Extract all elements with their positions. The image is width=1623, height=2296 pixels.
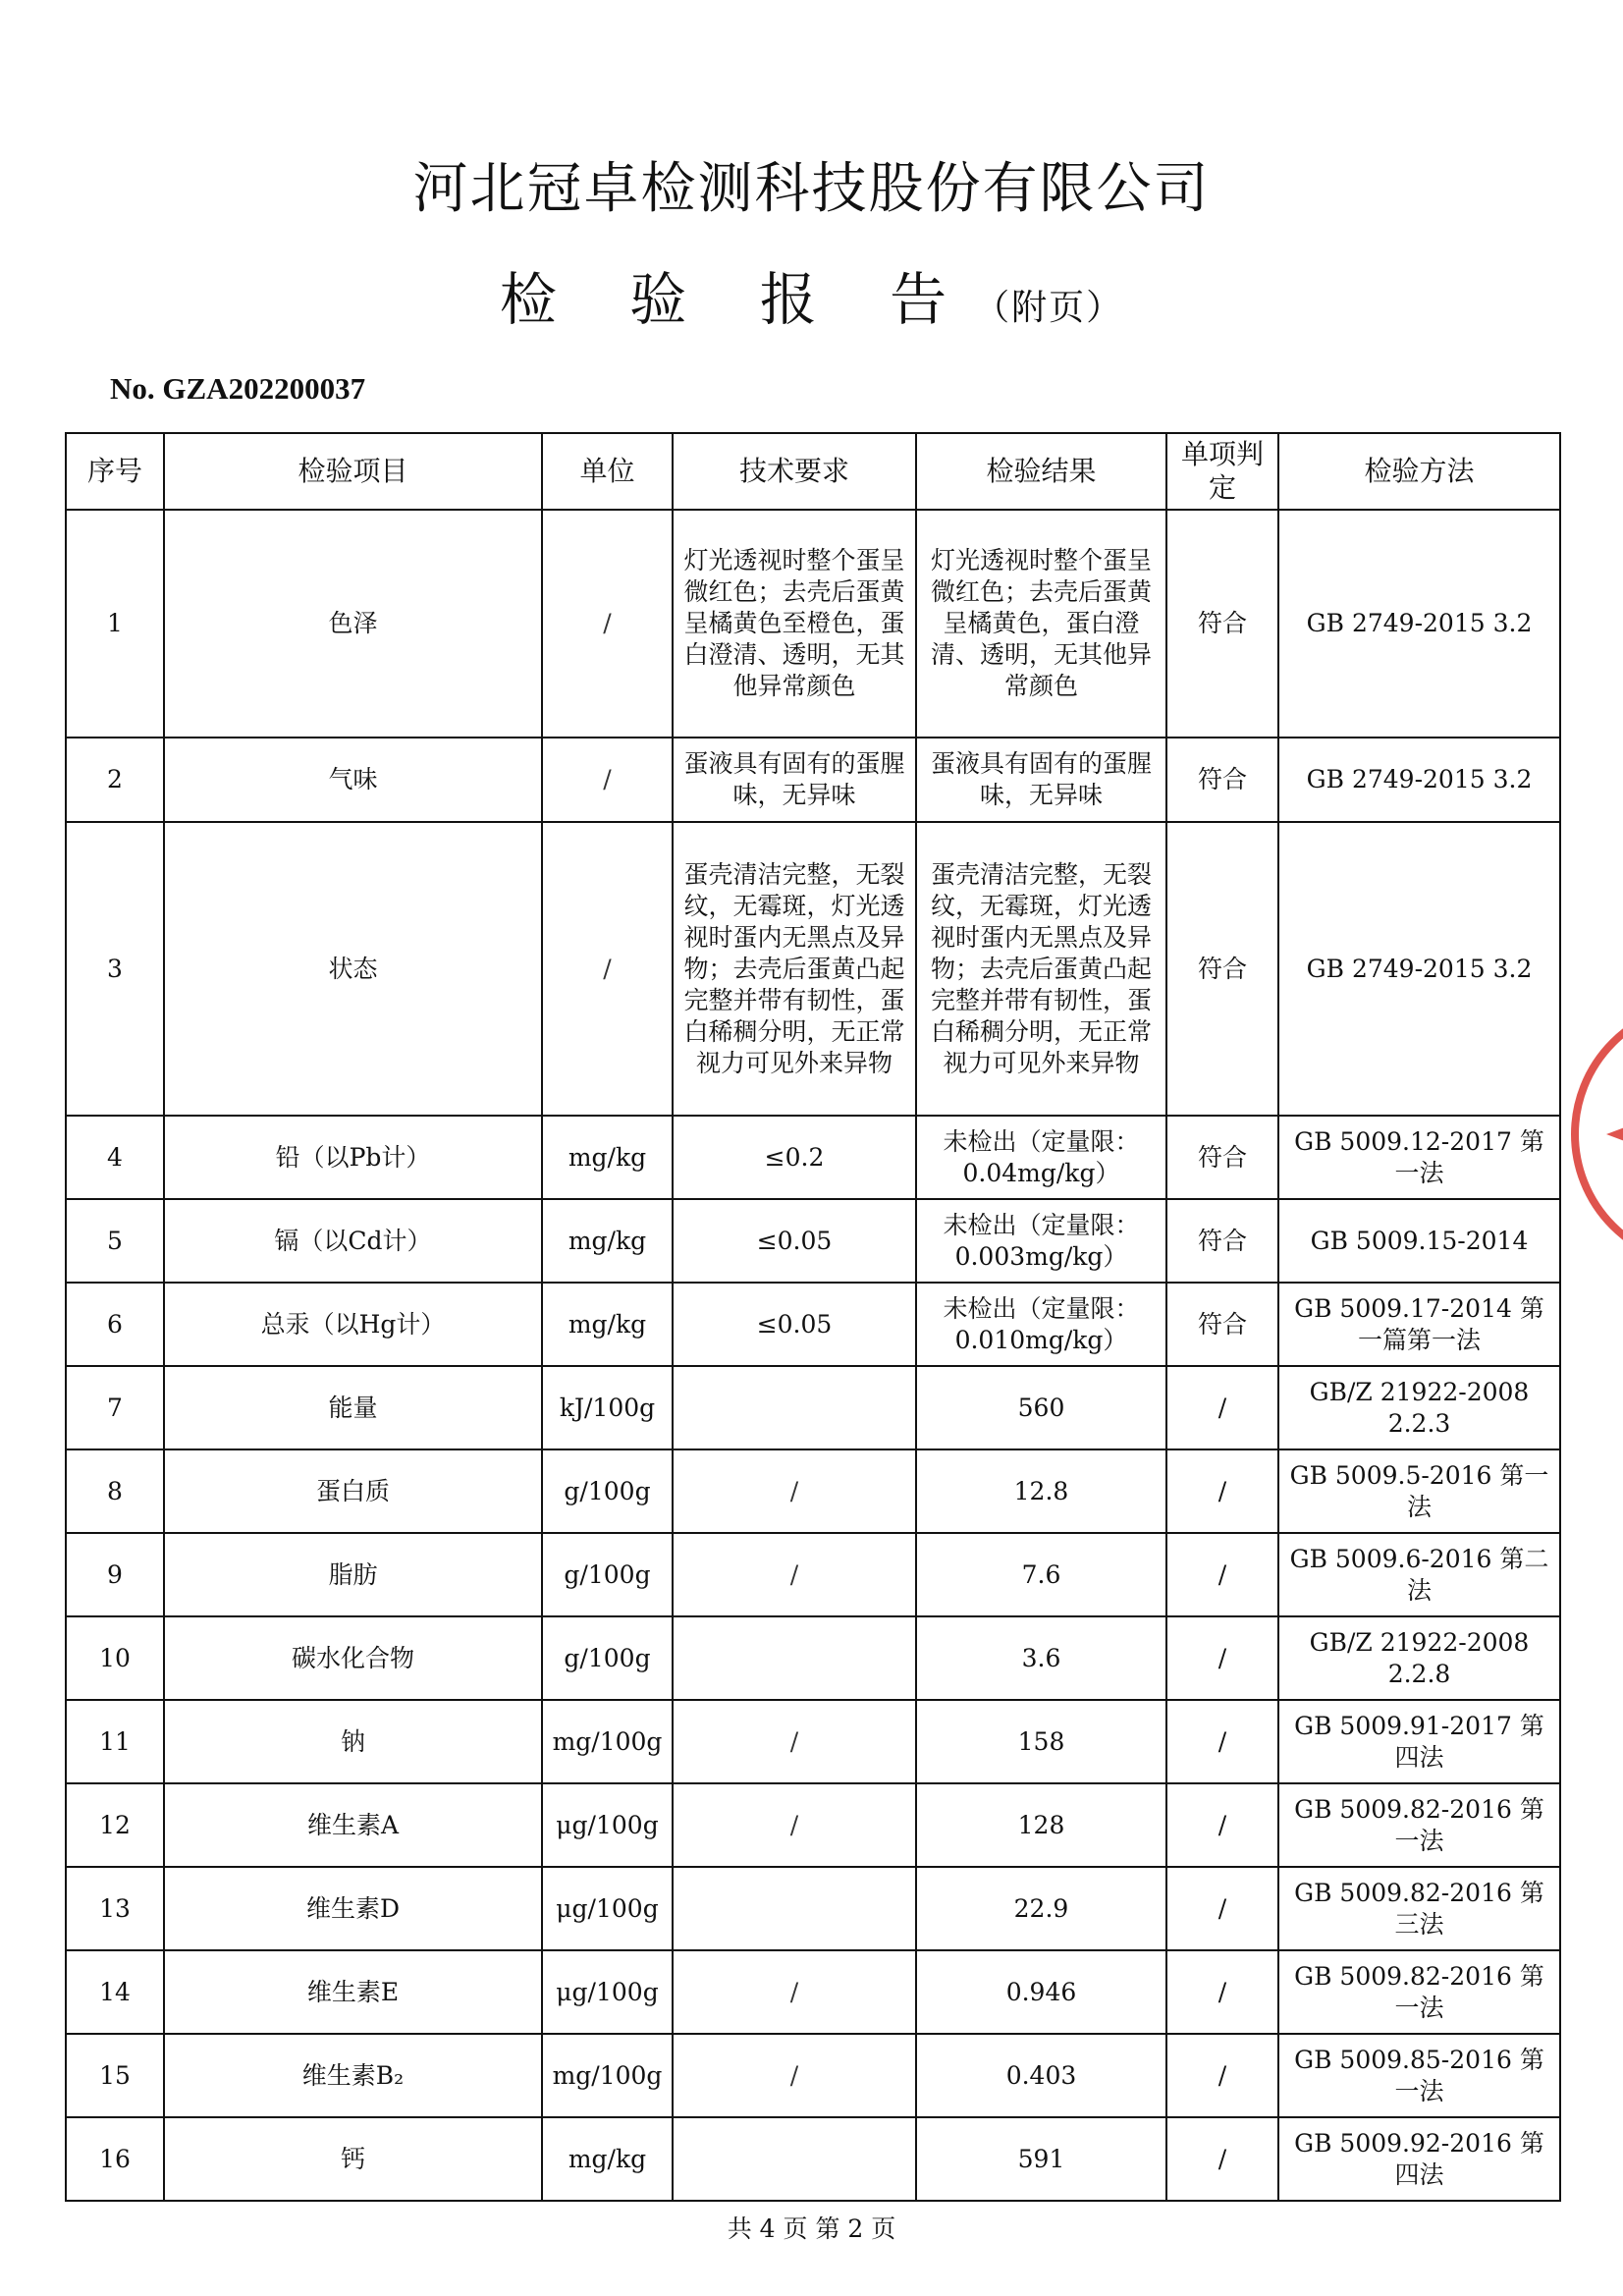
cell-result: 灯光透视时整个蛋呈微红色；去壳后蛋黄呈橘黄色，蛋白澄清、透明，无其他异常颜色 xyxy=(916,510,1166,738)
cell-requirement: ≤0.05 xyxy=(673,1199,916,1283)
cell-no: 15 xyxy=(66,2034,164,2117)
cell-unit: mg/kg xyxy=(542,2117,673,2201)
table-row xyxy=(66,1449,1560,1533)
table-row xyxy=(66,1700,1560,1783)
col-header-no: 序号 xyxy=(66,433,164,510)
cell-unit: mg/kg xyxy=(542,1283,673,1366)
cell-requirement: ≤0.05 xyxy=(673,1283,916,1366)
table-row xyxy=(66,1533,1560,1616)
cell-item: 维生素D xyxy=(164,1867,542,1950)
cell-requirement: 蛋液具有固有的蛋腥味，无异味 xyxy=(673,738,916,822)
cell-requirement: ≤0.2 xyxy=(673,1116,916,1199)
cell-no: 11 xyxy=(66,1700,164,1783)
table-row xyxy=(66,510,1560,738)
table-row xyxy=(66,1366,1560,1449)
cell-method: GB 2749-2015 3.2 xyxy=(1278,510,1560,738)
cell-method: GB 5009.6-2016 第二法 xyxy=(1278,1533,1560,1616)
cell-requirement: / xyxy=(673,1783,916,1867)
cell-judgement: 符合 xyxy=(1166,1116,1278,1199)
table-row xyxy=(66,1950,1560,2034)
cell-requirement xyxy=(673,1366,916,1449)
page-footer: 共 4 页 第 2 页 xyxy=(727,2214,896,2243)
cell-result: 蛋液具有固有的蛋腥味，无异味 xyxy=(916,738,1166,822)
cell-result: 12.8 xyxy=(916,1449,1166,1533)
cell-unit: g/100g xyxy=(542,1449,673,1533)
cell-judgement: / xyxy=(1166,1616,1278,1700)
cell-requirement: / xyxy=(673,2034,916,2117)
table-header-row xyxy=(66,433,1560,510)
cell-item: 镉（以Cd计） xyxy=(164,1199,542,1283)
table-row xyxy=(66,738,1560,822)
official-seal-stamp xyxy=(1567,987,1623,1282)
cell-no: 3 xyxy=(66,822,164,1116)
table-row xyxy=(66,1283,1560,1366)
cell-judgement: 符合 xyxy=(1166,1283,1278,1366)
cell-result: 591 xyxy=(916,2117,1166,2201)
cell-no: 1 xyxy=(66,510,164,738)
cell-no: 4 xyxy=(66,1116,164,1199)
cell-no: 8 xyxy=(66,1449,164,1533)
cell-no: 2 xyxy=(66,738,164,822)
cell-result: 0.403 xyxy=(916,2034,1166,2117)
cell-requirement xyxy=(673,1616,916,1700)
cell-judgement: 符合 xyxy=(1166,822,1278,1116)
cell-method: GB 5009.82-2016 第三法 xyxy=(1278,1867,1560,1950)
table-row xyxy=(66,1616,1560,1700)
cell-unit: kJ/100g xyxy=(542,1366,673,1449)
cell-judgement: / xyxy=(1166,1950,1278,2034)
cell-requirement: / xyxy=(673,1533,916,1616)
cell-no: 6 xyxy=(66,1283,164,1366)
col-header-requirement: 技术要求 xyxy=(673,433,916,510)
cell-requirement xyxy=(673,2117,916,2201)
cell-method: GB 5009.15-2014 xyxy=(1278,1199,1560,1283)
cell-item: 维生素B₂ xyxy=(164,2034,542,2117)
cell-item: 钠 xyxy=(164,1700,542,1783)
cell-requirement: / xyxy=(673,1950,916,2034)
table-row xyxy=(66,822,1560,1116)
cell-method: GB 5009.12-2017 第一法 xyxy=(1278,1116,1560,1199)
cell-item: 铅（以Pb计） xyxy=(164,1116,542,1199)
cell-method: GB 5009.85-2016 第一法 xyxy=(1278,2034,1560,2117)
table-row xyxy=(66,1783,1560,1867)
report-title-main: 检 验 报 告 xyxy=(499,266,975,333)
cell-unit: mg/100g xyxy=(542,2034,673,2117)
cell-unit: mg/kg xyxy=(542,1199,673,1283)
cell-unit: / xyxy=(542,510,673,738)
cell-method: GB 5009.82-2016 第一法 xyxy=(1278,1783,1560,1867)
cell-result: 22.9 xyxy=(916,1867,1166,1950)
cell-item: 蛋白质 xyxy=(164,1449,542,1533)
table-row xyxy=(66,2034,1560,2117)
cell-method: GB 5009.17-2014 第一篇第一法 xyxy=(1278,1283,1560,1366)
cell-requirement: 蛋壳清洁完整，无裂纹，无霉斑，灯光透视时蛋内无黑点及异物；去壳后蛋黄凸起完整并带有韧性，蛋白稀稠分明，无正常视力可见外来异物 xyxy=(673,822,916,1116)
cell-no: 9 xyxy=(66,1533,164,1616)
cell-result: 3.6 xyxy=(916,1616,1166,1700)
cell-result: 7.6 xyxy=(916,1533,1166,1616)
cell-item: 色泽 xyxy=(164,510,542,738)
col-header-item: 检验项目 xyxy=(164,433,542,510)
cell-item: 脂肪 xyxy=(164,1533,542,1616)
cell-unit: g/100g xyxy=(542,1616,673,1700)
cell-judgement: / xyxy=(1166,1867,1278,1950)
cell-requirement: / xyxy=(673,1449,916,1533)
cell-item: 维生素E xyxy=(164,1950,542,2034)
cell-unit: / xyxy=(542,738,673,822)
cell-method: GB 5009.82-2016 第一法 xyxy=(1278,1950,1560,2034)
cell-judgement: 符合 xyxy=(1166,1199,1278,1283)
cell-no: 7 xyxy=(66,1366,164,1449)
cell-result: 158 xyxy=(916,1700,1166,1783)
cell-method: GB/Z 21922-2008 2.2.3 xyxy=(1278,1366,1560,1449)
cell-unit: mg/100g xyxy=(542,1700,673,1783)
cell-unit: μg/100g xyxy=(542,1783,673,1867)
table-row xyxy=(66,1199,1560,1283)
col-header-judgement: 单项判定 xyxy=(1166,433,1278,510)
cell-judgement: 符合 xyxy=(1166,510,1278,738)
cell-item: 状态 xyxy=(164,822,542,1116)
cell-unit: μg/100g xyxy=(542,1950,673,2034)
cell-judgement: / xyxy=(1166,1449,1278,1533)
report-title-sub: （附页） xyxy=(974,288,1124,328)
cell-method: GB 2749-2015 3.2 xyxy=(1278,738,1560,822)
company-name: 河北冠卓检测科技股份有限公司 xyxy=(412,157,1211,221)
cell-item: 碳水化合物 xyxy=(164,1616,542,1700)
cell-method: GB/Z 21922-2008 2.2.8 xyxy=(1278,1616,1560,1700)
cell-item: 钙 xyxy=(164,2117,542,2201)
cell-requirement: 灯光透视时整个蛋呈微红色；去壳后蛋黄呈橘黄色至橙色，蛋白澄清、透明，无其他异常颜色 xyxy=(673,510,916,738)
cell-item: 总汞（以Hg计） xyxy=(164,1283,542,1366)
report-title xyxy=(0,253,1623,336)
table-row xyxy=(66,1116,1560,1199)
cell-no: 5 xyxy=(66,1199,164,1283)
cell-requirement: / xyxy=(673,1700,916,1783)
inspection-table xyxy=(65,432,1561,2202)
cell-result: 蛋壳清洁完整，无裂纹，无霉斑，灯光透视时蛋内无黑点及异物；去壳后蛋黄凸起完整并带有韧性，蛋白稀稠分明，无正常视力可见外来异物 xyxy=(916,822,1166,1116)
cell-result: 0.946 xyxy=(916,1950,1166,2034)
cell-unit: / xyxy=(542,822,673,1116)
cell-method: GB 5009.5-2016 第一法 xyxy=(1278,1449,1560,1533)
cell-no: 10 xyxy=(66,1616,164,1700)
cell-unit: μg/100g xyxy=(542,1867,673,1950)
cell-method: GB 5009.91-2017 第四法 xyxy=(1278,1700,1560,1783)
cell-no: 14 xyxy=(66,1950,164,2034)
cell-no: 13 xyxy=(66,1867,164,1950)
cell-no: 16 xyxy=(66,2117,164,2201)
cell-result: 未检出（定量限：0.010mg/kg） xyxy=(916,1283,1166,1366)
cell-result: 128 xyxy=(916,1783,1166,1867)
cell-requirement xyxy=(673,1867,916,1950)
col-header-unit: 单位 xyxy=(542,433,673,510)
cell-judgement: / xyxy=(1166,1366,1278,1449)
cell-no: 12 xyxy=(66,1783,164,1867)
cell-judgement: 符合 xyxy=(1166,738,1278,822)
cell-item: 气味 xyxy=(164,738,542,822)
cell-result: 560 xyxy=(916,1366,1166,1449)
cell-method: GB 5009.92-2016 第四法 xyxy=(1278,2117,1560,2201)
cell-result: 未检出（定量限：0.04mg/kg） xyxy=(916,1116,1166,1199)
cell-result: 未检出（定量限：0.003mg/kg） xyxy=(916,1199,1166,1283)
col-header-method: 检验方法 xyxy=(1278,433,1560,510)
cell-unit: g/100g xyxy=(542,1533,673,1616)
col-header-result: 检验结果 xyxy=(916,433,1166,510)
cell-judgement: / xyxy=(1166,2117,1278,2201)
cell-unit: mg/kg xyxy=(542,1116,673,1199)
cell-method: GB 2749-2015 3.2 xyxy=(1278,822,1560,1116)
cell-item: 能量 xyxy=(164,1366,542,1449)
cell-judgement: / xyxy=(1166,2034,1278,2117)
cell-item: 维生素A xyxy=(164,1783,542,1867)
cell-judgement: / xyxy=(1166,1700,1278,1783)
cell-judgement: / xyxy=(1166,1533,1278,1616)
table-row xyxy=(66,2117,1560,2201)
table-row xyxy=(66,1867,1560,1950)
cell-judgement: / xyxy=(1166,1783,1278,1867)
report-number: No. GZA202200037 xyxy=(110,371,366,406)
